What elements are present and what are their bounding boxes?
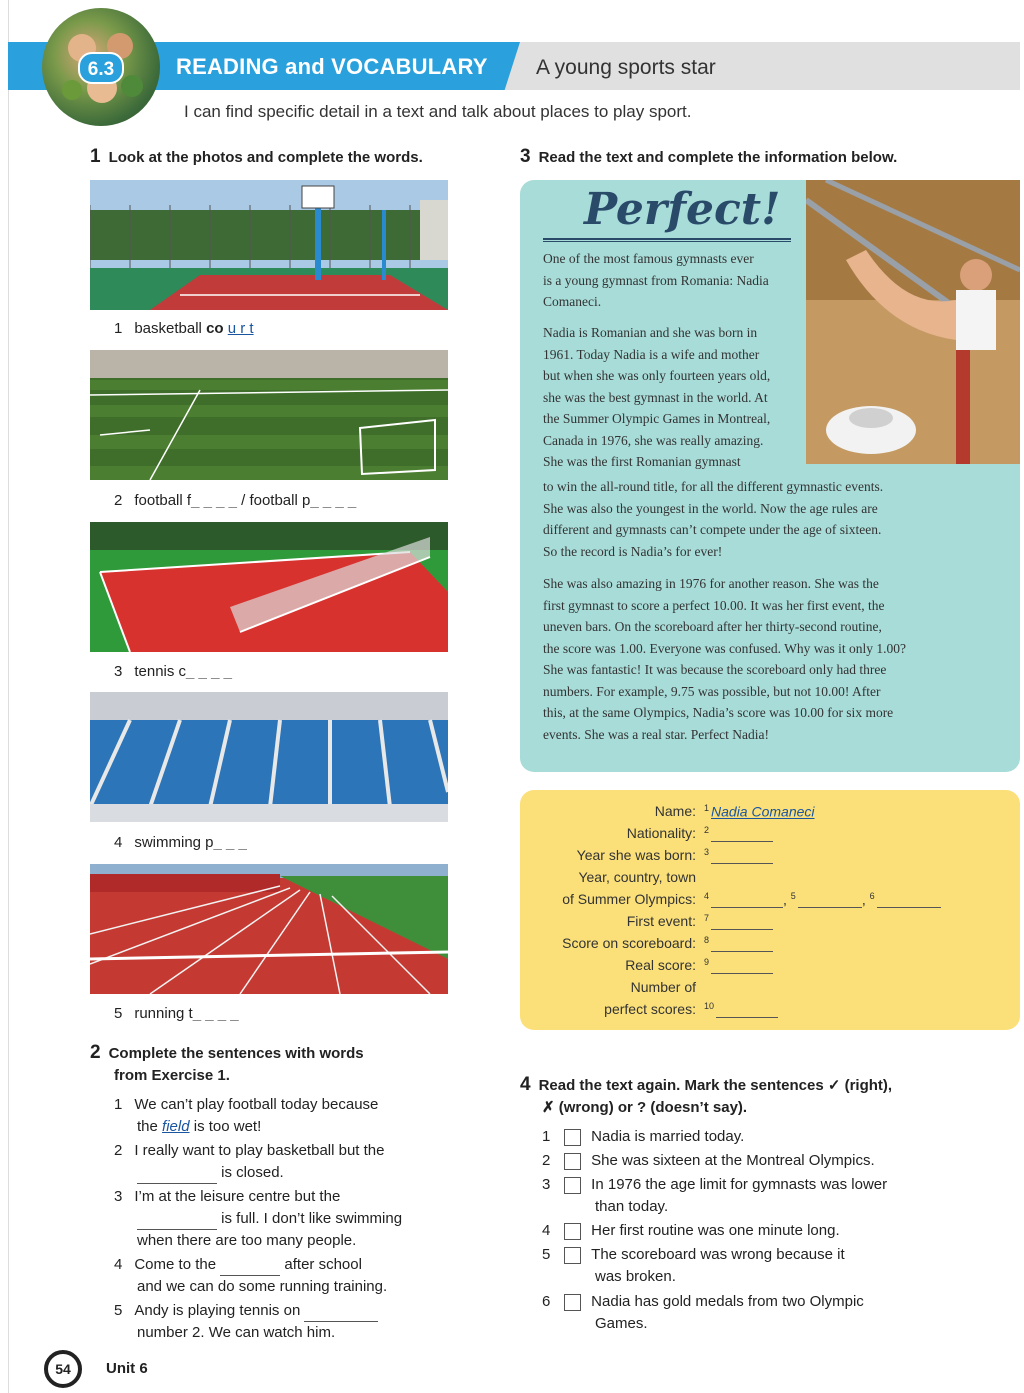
page-number: 54 <box>44 1350 82 1388</box>
ex1-blank-4[interactable]: _ _ _ <box>213 834 247 851</box>
football-field-photo <box>90 350 448 480</box>
ex1-instruction: Look at the photos and complete the words. <box>108 149 423 166</box>
can-do-statement: I can find specific detail in a text and talk about places to play sport. <box>184 102 692 121</box>
info-blank-10[interactable] <box>716 1006 778 1018</box>
ex3-number: 3 <box>520 146 531 167</box>
ex4-checkbox-6[interactable] <box>564 1294 581 1311</box>
info-blank-4[interactable] <box>711 896 783 908</box>
ex4-item-1: 1 Nadia is married today. <box>542 1128 745 1145</box>
info-row-perfect: perfect scores: $^{10}$ <box>520 1001 1020 1023</box>
info-blank-7[interactable] <box>711 918 773 930</box>
ex2-instruction-1: Complete the sentences with words <box>108 1045 364 1062</box>
ex2-heading <box>90 1042 364 1087</box>
info-row-olympics-label: Year, country, town <box>578 869 696 885</box>
ex4-item-6: 6 Nadia has gold medals from two Olympic Games. <box>542 1293 864 1332</box>
ex2-blank-2[interactable] <box>137 1172 217 1184</box>
ex2-blank-3[interactable] <box>137 1218 217 1230</box>
ex2-number: 2 <box>90 1042 101 1063</box>
ex2-sentence-4: 4 Come to the after school and we can do some running training. <box>114 1256 388 1295</box>
article-paragraph-3: She was also amazing in 1976 for another reason. She was the first gymnast to score a perfect 10.00. It was her first event, the uneven bars. On the scoreboard after her thirty-second routine, the score was 1.00. Everyone was confused. Why was it only 1.00? She was fantastic! It was because the scoreboard only had three numbers. For example, 9.75 was possible, but not 10.00! After this, at the same Olympics, Nadia’s score was 10.00 for six more events. She was a real star. Perfect Nadia! <box>543 576 907 742</box>
info-row-perfect-label: Number of <box>630 979 696 995</box>
ex1-blank-5[interactable]: _ _ _ _ <box>192 1005 239 1022</box>
ex4-item-3: 3 In 1976 the age limit for gymnasts was lower than today. <box>542 1176 888 1215</box>
ex2-answer-1[interactable]: field <box>162 1118 190 1135</box>
info-rows <box>520 803 1020 1023</box>
ex2-sentence-3: 3 I’m at the leisure centre but the is full. I don’t like swimming when there are too many people. <box>114 1188 403 1249</box>
unit-label: Unit 6 <box>106 1360 148 1377</box>
ex4-heading <box>520 1074 892 1119</box>
ex1-item-1: 1 basketball co u r t <box>114 320 254 337</box>
info-row-olympics: of Summer Olympics: $^4$ , $^5$ , $^6$ <box>520 891 1020 913</box>
ex1-blank-2b[interactable]: _ _ _ _ <box>310 492 357 509</box>
ex1-heading <box>90 146 423 168</box>
info-blank-2[interactable] <box>711 830 773 842</box>
ex1-answer-1[interactable]: u r t <box>227 320 254 337</box>
ex4-instruction-2: ✗ (wrong) or ? (doesn’t say). <box>542 1099 748 1116</box>
ex1-item-3: 3 tennis c_ _ _ _ <box>114 663 232 680</box>
ex2-blank-4[interactable] <box>220 1264 280 1276</box>
ex4-number: 4 <box>520 1074 531 1095</box>
ex1-item-5: 5 running t_ _ _ _ <box>114 1005 239 1022</box>
info-blank-8[interactable] <box>711 940 773 952</box>
ex2-instruction-2: from Exercise 1. <box>114 1067 230 1084</box>
section-title: READING and VOCABULARY <box>176 54 488 79</box>
ex1-number: 1 <box>90 146 101 167</box>
info-row-nationality: Nationality: $^2$ <box>520 825 1020 847</box>
basketball-court-photo <box>90 180 448 310</box>
lesson-subtitle: A young sports star <box>536 56 716 79</box>
info-row-real-score: Real score: $^9$ <box>520 957 1020 979</box>
ex2-sentence-1: 1 We can’t play football today because the field is too wet! <box>114 1096 379 1135</box>
ex1-blank-3[interactable]: _ _ _ _ <box>186 663 232 680</box>
info-blank-6[interactable] <box>877 896 941 908</box>
article-paragraph-2b: to win the all-round title, for all the different gymnastic events. She was also the youngest in the world. Now the age rules are different and gymnasts can’t compete under the age of sixteen. So the record is Nadia’s for ever! <box>543 479 884 559</box>
info-row-first-event: First event: $^7$ <box>520 913 1020 935</box>
info-blank-9[interactable] <box>711 962 773 974</box>
ex2-blank-5[interactable] <box>304 1310 378 1322</box>
gymnast-photo <box>806 180 1020 464</box>
ex1-item-2: 2 football f_ _ _ _ / football p_ _ _ _ <box>114 492 357 509</box>
lesson-badge: 6.3 <box>78 52 124 84</box>
ex4-checkbox-1[interactable] <box>564 1129 581 1146</box>
ex3-instruction: Read the text and complete the information below. <box>538 149 898 166</box>
ex2-sentence-2: 2 I really want to play basketball but the is closed. <box>114 1140 385 1184</box>
tennis-court-photo <box>90 522 448 652</box>
article-title: Perfect! <box>584 184 781 235</box>
ex3-heading <box>520 146 897 168</box>
info-row-name: Name: $^1$ Nadia Comaneci <box>654 803 815 820</box>
article-paragraph-1: One of the most famous gymnasts ever is a young gymnast from Romania: Nadia Comaneci. <box>543 251 769 309</box>
swimming-pool-photo <box>90 692 448 822</box>
info-name-value[interactable]: Nadia Comaneci <box>711 803 815 820</box>
ex4-item-5: 5 The scoreboard was wrong because it was broken. <box>542 1246 845 1285</box>
info-row-born: Year she was born: $^3$ <box>520 847 1020 869</box>
article-paragraph-2a: Nadia is Romanian and she was born in 1961. Today Nadia is a wife and mother but when she was only fourteen years old, she was the best gymnast in the world. At the Summer Olympic Games in Montreal, Canada in 1976, she was really amazing. She was the first Romanian gymnast <box>543 325 771 469</box>
info-blank-5[interactable] <box>798 896 862 908</box>
ex1-item-4: 4 swimming p_ _ _ <box>114 834 247 851</box>
ex2-sentence-5: 5 Andy is playing tennis on number 2. We can watch him. <box>114 1300 378 1344</box>
ex4-instruction-1: Read the text again. Mark the sentences ✓ (right), <box>538 1077 893 1094</box>
title-rule <box>543 238 791 242</box>
ex1-blank-2a[interactable]: _ _ _ _ <box>191 492 237 509</box>
ex4-checkbox-3[interactable] <box>564 1177 581 1194</box>
running-track-photo <box>90 864 448 994</box>
ex4-item-2: 2 She was sixteen at the Montreal Olympics. <box>542 1152 875 1169</box>
ex4-checkbox-2[interactable] <box>564 1153 581 1170</box>
info-blank-3[interactable] <box>711 852 773 864</box>
ex4-checkbox-4[interactable] <box>564 1223 581 1240</box>
ex4-item-4: 4 Her first routine was one minute long. <box>542 1222 840 1239</box>
ex4-checkbox-5[interactable] <box>564 1247 581 1264</box>
info-row-scoreboard: Score on scoreboard: $^8$ <box>520 935 1020 957</box>
